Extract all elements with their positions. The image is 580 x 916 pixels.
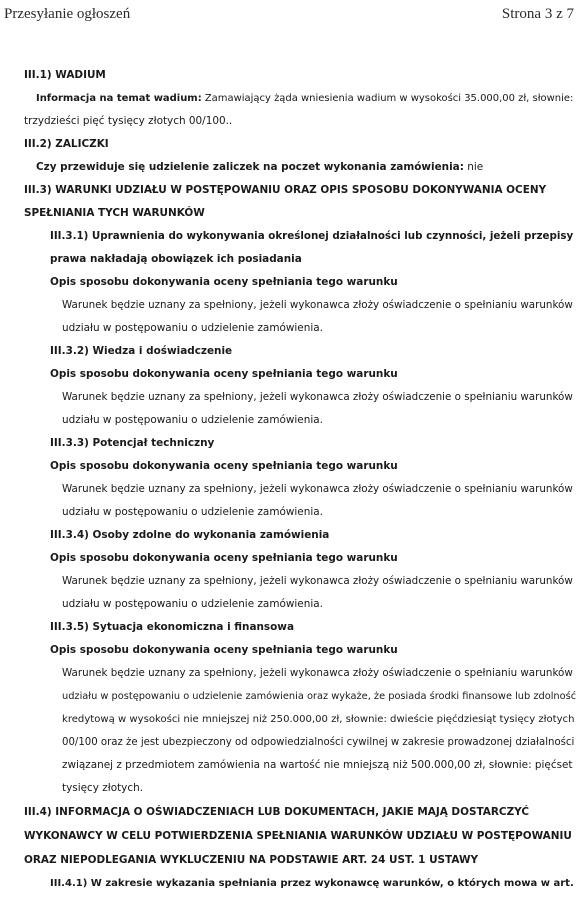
- page-number: Strona 3 z 7: [501, 6, 574, 22]
- condition-5-text-4: 00/100 oraz że jest ubezpieczony od odpowiedzialności cywilnej w zakresie prowadzonej działalności: [62, 737, 575, 748]
- subsection-4-1-title: III.4.1) W zakresie wykazania spełniania przez wykonawcę warunków, o których mowa w art.: [50, 878, 574, 889]
- wadium-info-line: [0, 87, 580, 110]
- condition-5-text-3: kredytową w wysokości nie mniejszej niż 250.000,00 zł, słownie: dwieście pięćdziesiąt tysięcy złotych: [62, 714, 575, 725]
- condition-5-title: III.3.5) Sytuacja ekonomiczna i finansowa: [50, 621, 294, 633]
- condition-2-text-cont: udziału w postępowaniu o udzielenie zamówienia.: [62, 414, 323, 426]
- condition-5-text-2: udziału w postępowaniu o udzielenie zamówienia oraz wykaże, że posiada środki finansowe lub zdolność: [62, 691, 577, 702]
- condition-5-text: Warunek będzie uznany za spełniony, jeżeli wykonawca złoży oświadczenie o spełnianiu warunków: [62, 667, 573, 679]
- condition-3-opis-label: Opis sposobu dokonywania oceny spełniania tego warunku: [50, 460, 398, 472]
- wadium-info-label: Informacja na temat wadium:: [36, 93, 202, 104]
- page-header-title: Przesyłanie ogłoszeń: [4, 6, 131, 22]
- condition-1-opis-label: Opis sposobu dokonywania oceny spełniania tego warunku: [50, 276, 398, 288]
- section-wadium-heading: III.1) WADIUM: [24, 69, 106, 81]
- document-body: [0, 64, 580, 896]
- condition-2-text: Warunek będzie uznany za spełniony, jeżeli wykonawca złoży oświadczenie o spełnianiu warunków: [62, 391, 573, 403]
- condition-4-opis-label: Opis sposobu dokonywania oceny spełniania tego warunku: [50, 552, 398, 564]
- condition-5-text-6: tysięcy złotych.: [62, 782, 144, 794]
- wadium-info-text: Zamawiający żąda wniesienia wadium w wysokości 35.000,00 zł, słownie:: [201, 93, 574, 104]
- condition-4-text-cont: udziału w postępowaniu o udzielenie zamówienia.: [62, 598, 323, 610]
- zaliczki-answer: nie: [463, 161, 484, 173]
- section-oswiadczenia-heading-3: ORAZ NIEPODLEGANIA WYKLUCZENIU NA PODSTAWIE ART. 24 UST. 1 USTAWY: [24, 854, 479, 866]
- condition-5-opis-label: Opis sposobu dokonywania oceny spełniania tego warunku: [50, 644, 398, 656]
- zaliczki-question: Czy przewiduje się udzielenie zaliczek na poczet wykonania zamówienia:: [36, 161, 464, 173]
- section-oswiadczenia-heading: III.4) INFORMACJA O OŚWIADCZENIACH LUB DOKUMENTACH, JAKIE MAJĄ DOSTARCZYĆ: [24, 806, 529, 818]
- wadium-info-text-cont: trzydzieści pięć tysięcy złotych 00/100..: [24, 115, 233, 127]
- condition-1-text-cont: udziału w postępowaniu o udzielenie zamówienia.: [62, 322, 323, 334]
- condition-5-text-5: związanej z przedmiotem zamówienia na wartość nie mniejszą niż 500.000,00 zł, słownie: pięćset: [62, 759, 573, 771]
- condition-1-text: Warunek będzie uznany za spełniony, jeżeli wykonawca złoży oświadczenie o spełnianiu warunków: [62, 299, 573, 311]
- condition-3-title: III.3.3) Potencjał techniczny: [50, 437, 215, 449]
- section-warunki-heading: III.3) WARUNKI UDZIAŁU W POSTĘPOWANIU ORAZ OPIS SPOSOBU DOKONYWANIA OCENY: [24, 184, 547, 196]
- zaliczki-line: [0, 156, 580, 179]
- condition-4-text: Warunek będzie uznany za spełniony, jeżeli wykonawca złoży oświadczenie o spełnianiu warunków: [62, 575, 573, 587]
- condition-1-title: III.3.1) Uprawnienia do wykonywania określonej działalności lub czynności, jeżeli przepisy: [50, 230, 574, 242]
- condition-2-title: III.3.2) Wiedza i doświadczenie: [50, 345, 233, 357]
- condition-4-title: III.3.4) Osoby zdolne do wykonania zamówienia: [50, 529, 330, 541]
- condition-3-text-cont: udziału w postępowaniu o udzielenie zamówienia.: [62, 506, 323, 518]
- condition-2-opis-label: Opis sposobu dokonywania oceny spełniania tego warunku: [50, 368, 398, 380]
- section-oswiadczenia-heading-2: WYKONAWCY W CELU POTWIERDZENIA SPEŁNIANIA WARUNKÓW UDZIAŁU W POSTĘPOWANIU: [24, 830, 572, 842]
- condition-3-text: Warunek będzie uznany za spełniony, jeżeli wykonawca złoży oświadczenie o spełnianiu warunków: [62, 483, 573, 495]
- section-warunki-heading-cont: SPEŁNIANIA TYCH WARUNKÓW: [24, 207, 205, 219]
- condition-1-title-cont: prawa nakładają obowiązek ich posiadania: [50, 253, 302, 265]
- section-zaliczki-heading: III.2) ZALICZKI: [24, 138, 109, 150]
